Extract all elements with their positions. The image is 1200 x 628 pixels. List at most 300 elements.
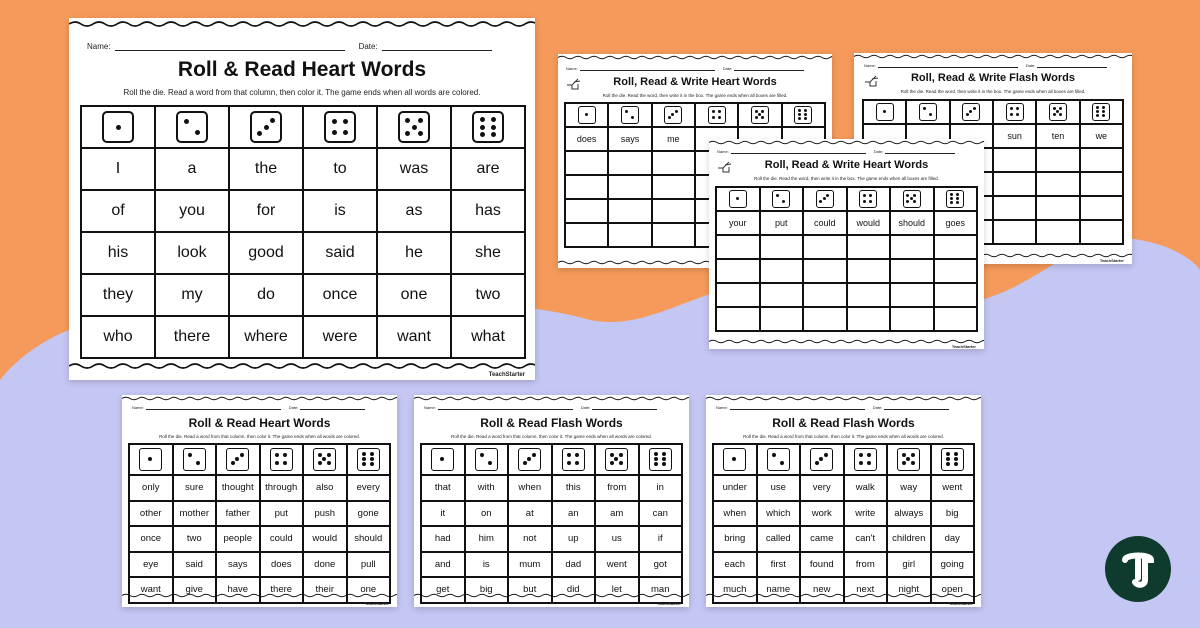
blank-write-cell[interactable] [803, 235, 847, 259]
dice-cell [757, 444, 801, 475]
die-pip [283, 461, 287, 465]
word-cell[interactable]: get [421, 577, 465, 603]
die-face-1-icon [578, 106, 596, 124]
die-pip [863, 200, 866, 203]
name-line[interactable] [730, 405, 865, 410]
word-cell[interactable]: I [81, 148, 155, 190]
blank-write-cell[interactable] [565, 199, 608, 223]
word-cell[interactable]: have [216, 577, 260, 603]
die-pip [867, 461, 871, 465]
word-cell[interactable]: big [465, 577, 509, 603]
die-pip [619, 461, 623, 465]
word-cell[interactable]: got [639, 552, 683, 578]
blank-write-cell[interactable] [1080, 172, 1123, 196]
word-cell[interactable]: two [451, 274, 525, 316]
word-cell[interactable]: an [552, 501, 596, 527]
blank-write-cell[interactable] [760, 235, 804, 259]
blank-write-cell[interactable] [652, 223, 695, 247]
word-cell[interactable]: would [303, 526, 347, 552]
name-label: Name: [566, 66, 578, 71]
die-pip [718, 110, 721, 113]
word-cell[interactable]: when [508, 475, 552, 501]
word-cell[interactable]: from [595, 475, 639, 501]
word-grid [715, 186, 978, 332]
word-cell[interactable]: name [757, 577, 801, 603]
die-pip [906, 200, 909, 203]
word-cell[interactable]: are [451, 148, 525, 190]
top-wave-border [122, 396, 397, 401]
die-face-5-icon [313, 448, 336, 471]
blank-write-cell[interactable] [565, 175, 608, 199]
word-cell[interactable]: of [81, 190, 155, 232]
word-cell[interactable]: can't [844, 526, 888, 552]
sheet-instructions: Roll the die. Read a word from that column, then color it. The game ends when all words are colored. [123, 88, 481, 97]
bottom-wave-border [69, 362, 535, 370]
dice-cell [844, 444, 888, 475]
bottom-wave-border [414, 593, 689, 598]
word-cell[interactable]: but [508, 577, 552, 603]
die-pip [946, 452, 950, 456]
blank-write-cell[interactable] [760, 283, 804, 307]
word-row [81, 232, 525, 274]
date-line[interactable] [885, 149, 955, 154]
dice-header-row [716, 187, 977, 211]
word-cell[interactable]: next [844, 577, 888, 603]
name-line[interactable] [580, 66, 715, 71]
die-face-6-icon [794, 106, 812, 124]
die-pip [240, 453, 244, 457]
die-pip [614, 457, 618, 461]
word-cell[interactable]: children [887, 526, 931, 552]
die-pip [906, 457, 910, 461]
top-wave-border [69, 20, 535, 28]
word-cell[interactable]: had [421, 526, 465, 552]
die-pip [318, 461, 322, 465]
name-date-row [424, 405, 657, 410]
blank-write-cell[interactable] [565, 223, 608, 247]
word-cell[interactable]: does [260, 552, 304, 578]
dice-cell [890, 187, 934, 211]
dice-cell [451, 106, 525, 148]
word-cell[interactable]: your [716, 211, 760, 235]
word-cell[interactable]: ten [1036, 124, 1079, 148]
blank-write-cell[interactable] [803, 307, 847, 331]
die-pip [863, 194, 866, 197]
word-cell[interactable]: what [451, 316, 525, 358]
dice-cell [303, 106, 377, 148]
word-row [716, 211, 977, 235]
top-wave-border [854, 54, 1132, 59]
word-cell[interactable]: we [1080, 124, 1123, 148]
word-grid [712, 443, 975, 604]
word-cell[interactable]: says [608, 127, 651, 151]
name-date-row [566, 66, 804, 71]
name-label: Name: [716, 405, 728, 410]
word-cell[interactable]: one [377, 274, 451, 316]
blank-write-cell[interactable] [934, 235, 978, 259]
blank-write-cell[interactable] [716, 283, 760, 307]
blank-write-cell[interactable] [760, 307, 804, 331]
die-pip [488, 461, 492, 465]
word-cell[interactable]: big [931, 501, 975, 527]
word-cell[interactable]: my [155, 274, 229, 316]
die-pip [662, 462, 666, 466]
word-cell[interactable]: that [421, 475, 465, 501]
word-cell[interactable]: am [595, 501, 639, 527]
die-pip [973, 107, 976, 110]
blank-write-cell[interactable] [608, 175, 651, 199]
word-cell[interactable]: people [216, 526, 260, 552]
dice-cell [552, 444, 596, 475]
die-pip [343, 119, 348, 124]
die-pip [859, 461, 863, 465]
die-pip [257, 131, 262, 136]
word-cell[interactable]: says [216, 552, 260, 578]
die-pip [969, 110, 972, 113]
word-cell[interactable]: did [552, 577, 596, 603]
word-row [716, 283, 977, 307]
blank-write-cell[interactable] [993, 220, 1036, 244]
blank-write-cell[interactable] [1080, 220, 1123, 244]
word-cell[interactable]: every [347, 475, 391, 501]
word-cell[interactable]: there [155, 316, 229, 358]
word-cell[interactable]: day [931, 526, 975, 552]
word-cell[interactable]: good [229, 232, 303, 274]
word-cell[interactable]: it [421, 501, 465, 527]
die-pip [1053, 107, 1056, 110]
word-cell[interactable]: in [639, 475, 683, 501]
die-pip [264, 125, 269, 130]
blank-write-cell[interactable] [652, 175, 695, 199]
word-cell[interactable]: his [81, 232, 155, 274]
blank-write-cell[interactable] [716, 235, 760, 259]
word-cell[interactable]: give [173, 577, 217, 603]
die-pip [956, 193, 959, 196]
blank-write-cell[interactable] [890, 307, 934, 331]
word-cell[interactable]: does [565, 127, 608, 151]
die-pip [610, 461, 614, 465]
word-row [81, 316, 525, 358]
word-cell[interactable]: much [713, 577, 757, 603]
die-pip [418, 131, 423, 136]
word-cell[interactable]: could [260, 526, 304, 552]
die-face-5-icon [398, 111, 430, 143]
word-cell[interactable]: with [465, 475, 509, 501]
word-cell[interactable]: pull [347, 552, 391, 578]
die-pip [235, 457, 239, 461]
word-cell[interactable]: once [129, 526, 173, 552]
word-cell[interactable]: done [303, 552, 347, 578]
blank-write-cell[interactable] [803, 283, 847, 307]
sheet-instructions: Roll the die. Read the word, then write it in the box. The game ends when all boxes are filled. [754, 176, 939, 181]
name-label: Name: [717, 149, 729, 154]
die-face-4-icon [854, 448, 877, 471]
word-cell[interactable]: a [155, 148, 229, 190]
word-cell[interactable]: him [465, 526, 509, 552]
word-cell[interactable]: walk [844, 475, 888, 501]
word-cell[interactable]: eye [129, 552, 173, 578]
word-cell[interactable]: gone [347, 501, 391, 527]
word-cell[interactable]: open [931, 577, 975, 603]
word-cell[interactable]: new [800, 577, 844, 603]
word-cell[interactable]: which [757, 501, 801, 527]
die-face-3-icon [962, 103, 980, 121]
die-face-6-icon [941, 448, 964, 471]
die-pip [116, 125, 121, 130]
word-cell[interactable]: up [552, 526, 596, 552]
blank-write-cell[interactable] [1036, 220, 1079, 244]
word-row [713, 552, 974, 578]
date-label: Date: [722, 66, 733, 71]
die-face-5-icon [751, 106, 769, 124]
blank-write-cell[interactable] [608, 223, 651, 247]
dice-cell [887, 444, 931, 475]
name-line[interactable] [438, 405, 573, 410]
die-pip [440, 457, 444, 461]
brand-label: TeachStarter [951, 344, 976, 349]
date-line[interactable] [592, 405, 657, 410]
word-cell[interactable]: goes [934, 211, 978, 235]
word-cell[interactable]: if [639, 526, 683, 552]
word-cell[interactable]: said [173, 552, 217, 578]
word-cell[interactable]: father [216, 501, 260, 527]
die-pip [671, 113, 674, 116]
word-cell[interactable]: girl [887, 552, 931, 578]
blank-write-cell[interactable] [847, 283, 891, 307]
word-cell[interactable]: other [129, 501, 173, 527]
word-cell[interactable]: push [303, 501, 347, 527]
bottom-wave-border [122, 593, 397, 598]
word-cell[interactable]: sun [993, 124, 1036, 148]
blank-write-cell[interactable] [608, 199, 651, 223]
die-face-4-icon [324, 111, 356, 143]
word-cell[interactable]: bring [713, 526, 757, 552]
word-cell[interactable]: only [129, 475, 173, 501]
word-cell[interactable]: thought [216, 475, 260, 501]
word-cell[interactable]: going [931, 552, 975, 578]
die-pip [327, 461, 331, 465]
blank-write-cell[interactable] [1036, 148, 1079, 172]
die-pip [823, 197, 826, 200]
word-cell[interactable]: for [229, 190, 303, 232]
word-cell[interactable]: could [803, 211, 847, 235]
word-cell[interactable]: night [887, 577, 931, 603]
word-cell[interactable]: called [757, 526, 801, 552]
worksheet-roll-read-flash-words-1 [414, 395, 689, 607]
word-cell[interactable]: you [155, 190, 229, 232]
die-pip [804, 109, 807, 112]
word-cell[interactable]: can [639, 501, 683, 527]
blank-write-cell[interactable] [993, 196, 1036, 220]
date-line[interactable] [734, 66, 804, 71]
blank-write-cell[interactable] [847, 307, 891, 331]
blank-write-cell[interactable] [890, 259, 934, 283]
dice-cell [173, 444, 217, 475]
word-cell[interactable]: not [508, 526, 552, 552]
name-line[interactable] [146, 405, 281, 410]
word-cell[interactable]: who [81, 316, 155, 358]
name-label: Name: [424, 405, 436, 410]
word-cell[interactable]: once [303, 274, 377, 316]
word-cell[interactable]: at [508, 501, 552, 527]
die-pip [1102, 110, 1105, 113]
blank-write-cell[interactable] [652, 199, 695, 223]
word-cell[interactable]: said [303, 232, 377, 274]
die-face-5-icon [903, 190, 921, 208]
blank-write-cell[interactable] [890, 283, 934, 307]
blank-write-cell[interactable] [760, 259, 804, 283]
die-pip [275, 453, 279, 457]
word-cell[interactable]: went [595, 552, 639, 578]
blank-write-cell[interactable] [565, 151, 608, 175]
dice-cell [303, 444, 347, 475]
word-row [713, 475, 974, 501]
word-row [81, 190, 525, 232]
word-cell[interactable]: dad [552, 552, 596, 578]
blank-write-cell[interactable] [934, 259, 978, 283]
word-cell[interactable]: first [757, 552, 801, 578]
word-cell[interactable]: on [465, 501, 509, 527]
blank-write-cell[interactable] [1036, 196, 1079, 220]
die-pip [405, 131, 410, 136]
die-pip [819, 200, 822, 203]
die-pip [188, 453, 192, 457]
name-line[interactable] [731, 149, 866, 154]
brand-label: TeachStarter [948, 601, 973, 606]
word-cell[interactable]: found [800, 552, 844, 578]
die-face-1-icon [729, 190, 747, 208]
word-cell[interactable]: their [303, 577, 347, 603]
die-pip [1010, 113, 1013, 116]
date-line[interactable] [884, 405, 949, 410]
teach-starter-logo-icon[interactable] [1105, 536, 1171, 602]
word-cell[interactable]: want [377, 316, 451, 358]
word-cell[interactable]: want [129, 577, 173, 603]
die-pip [929, 113, 932, 116]
word-cell[interactable]: let [595, 577, 639, 603]
die-face-3-icon [664, 106, 682, 124]
word-cell[interactable]: sure [173, 475, 217, 501]
die-pip [956, 197, 959, 200]
word-cell[interactable]: mother [173, 501, 217, 527]
word-cell[interactable]: work [800, 501, 844, 527]
die-pip [654, 452, 658, 456]
word-cell[interactable]: there [260, 577, 304, 603]
date-line[interactable] [382, 42, 492, 51]
word-cell[interactable]: as [377, 190, 451, 232]
blank-write-cell[interactable] [934, 283, 978, 307]
die-pip [780, 461, 784, 465]
date-line[interactable] [1037, 63, 1107, 68]
blank-write-cell[interactable] [652, 151, 695, 175]
word-cell[interactable]: way [887, 475, 931, 501]
word-cell[interactable]: through [260, 475, 304, 501]
name-line[interactable] [878, 63, 1018, 68]
word-cell[interactable]: and [421, 552, 465, 578]
word-cell[interactable]: when [713, 501, 757, 527]
blank-write-cell[interactable] [1080, 148, 1123, 172]
die-face-2-icon [919, 103, 937, 121]
word-cell[interactable]: this [552, 475, 596, 501]
blank-write-cell[interactable] [1080, 196, 1123, 220]
blank-write-cell[interactable] [993, 172, 1036, 196]
die-face-6-icon [1092, 103, 1110, 121]
word-cell[interactable]: under [713, 475, 757, 501]
blank-write-cell[interactable] [803, 259, 847, 283]
die-pip [332, 119, 337, 124]
die-pip [950, 197, 953, 200]
word-cell[interactable]: one [347, 577, 391, 603]
word-cell[interactable]: use [757, 475, 801, 501]
word-cell[interactable]: is [465, 552, 509, 578]
word-cell[interactable]: was [377, 148, 451, 190]
die-pip [322, 457, 326, 461]
word-cell[interactable]: is [303, 190, 377, 232]
word-cell[interactable]: he [377, 232, 451, 274]
word-cell[interactable]: has [451, 190, 525, 232]
word-cell[interactable]: each [713, 552, 757, 578]
blank-write-cell[interactable] [716, 259, 760, 283]
word-cell[interactable]: do [229, 274, 303, 316]
word-cell[interactable]: man [639, 577, 683, 603]
blank-write-cell[interactable] [993, 148, 1036, 172]
word-grid [80, 105, 526, 359]
word-cell[interactable]: put [260, 501, 304, 527]
word-cell[interactable]: went [931, 475, 975, 501]
word-cell[interactable]: she [451, 232, 525, 274]
die-pip [231, 461, 235, 465]
die-pip [761, 110, 764, 113]
word-cell[interactable]: very [800, 475, 844, 501]
word-cell[interactable]: should [890, 211, 934, 235]
die-pip [867, 453, 871, 457]
word-cell[interactable]: should [347, 526, 391, 552]
word-cell[interactable]: the [229, 148, 303, 190]
blank-write-cell[interactable] [890, 235, 934, 259]
name-line[interactable] [115, 42, 345, 51]
blank-write-cell[interactable] [716, 307, 760, 331]
word-cell[interactable]: two [173, 526, 217, 552]
word-cell[interactable]: write [844, 501, 888, 527]
word-cell[interactable]: would [847, 211, 891, 235]
die-pip [954, 462, 958, 466]
dice-header-row [81, 106, 525, 148]
date-line[interactable] [300, 405, 365, 410]
die-pip [755, 116, 758, 119]
word-cell[interactable]: where [229, 316, 303, 358]
blank-write-cell[interactable] [847, 235, 891, 259]
word-cell[interactable]: to [303, 148, 377, 190]
word-cell[interactable]: they [81, 274, 155, 316]
dice-cell [716, 187, 760, 211]
dice-cell [155, 106, 229, 148]
word-cell[interactable]: mum [508, 552, 552, 578]
blank-write-cell[interactable] [934, 307, 978, 331]
word-cell[interactable]: also [303, 475, 347, 501]
word-cell[interactable]: were [303, 316, 377, 358]
die-pip [804, 113, 807, 116]
blank-write-cell[interactable] [608, 151, 651, 175]
word-cell[interactable]: me [652, 127, 695, 151]
word-cell[interactable]: us [595, 526, 639, 552]
word-cell[interactable]: came [800, 526, 844, 552]
blank-write-cell[interactable] [1036, 172, 1079, 196]
word-cell[interactable]: put [760, 211, 804, 235]
word-cell[interactable]: from [844, 552, 888, 578]
word-cell[interactable]: always [887, 501, 931, 527]
word-cell[interactable]: look [155, 232, 229, 274]
blank-write-cell[interactable] [847, 259, 891, 283]
